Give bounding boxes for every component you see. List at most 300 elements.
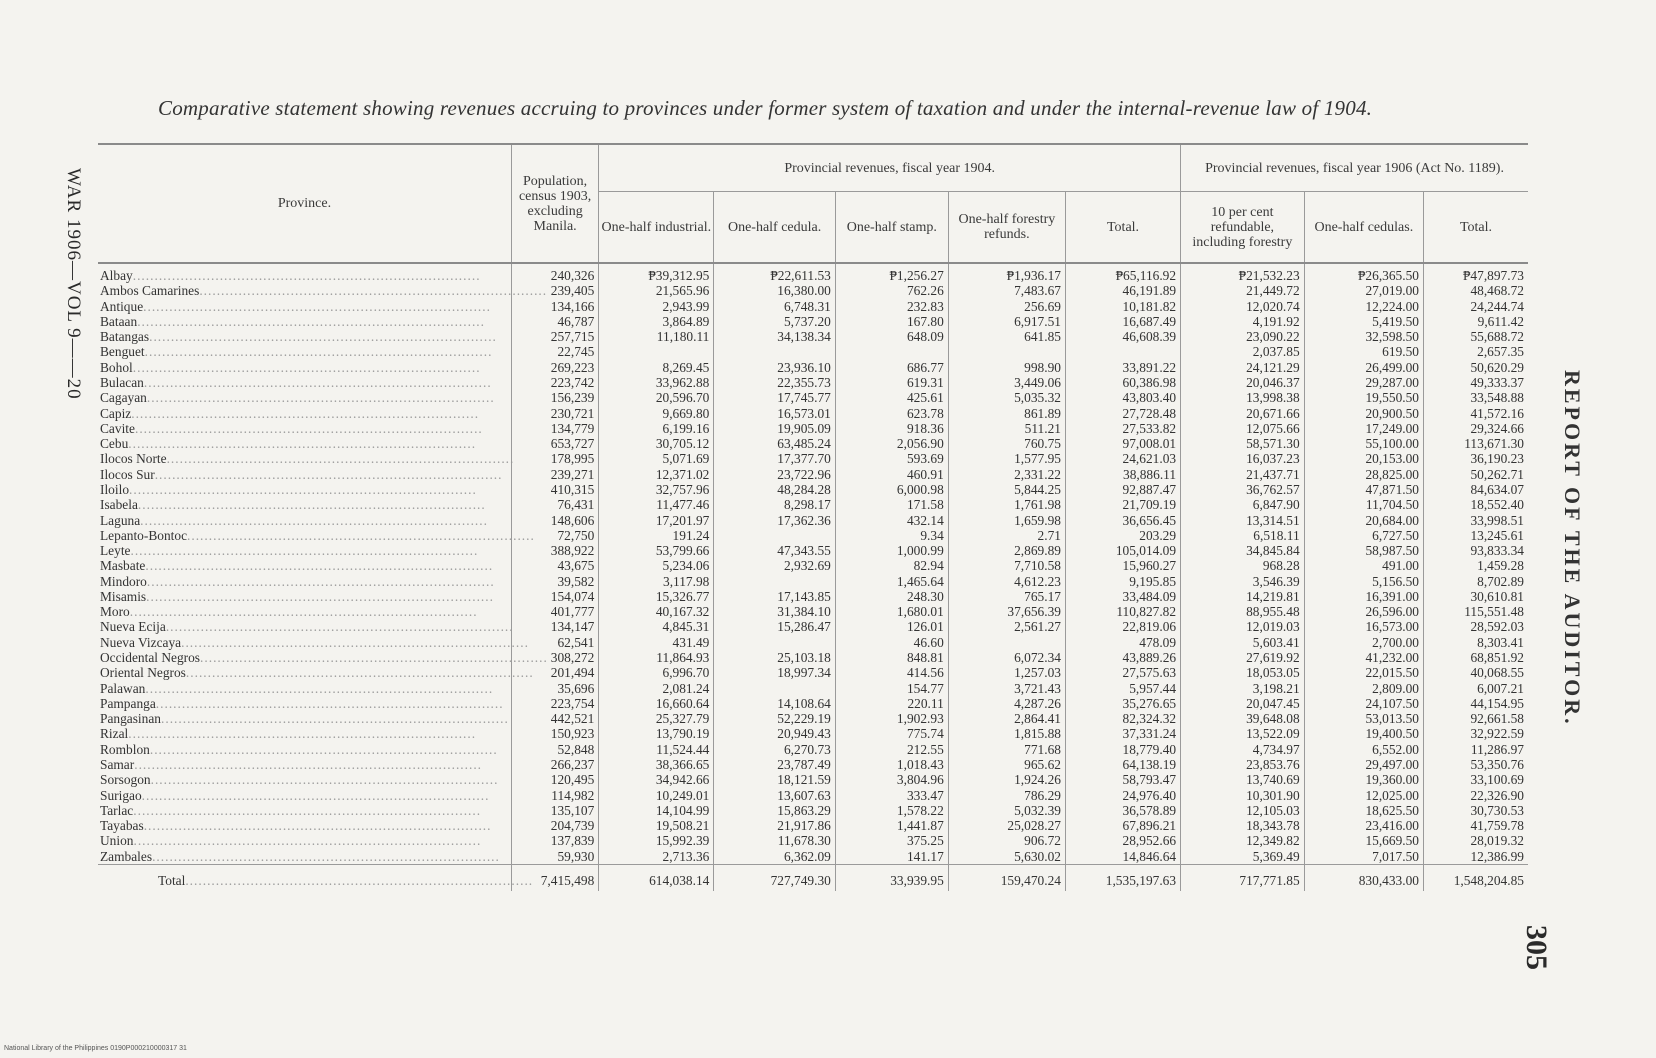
total-1906-cell: 32,922.59 [1424,726,1529,741]
cedula-cell: 34,138.34 [714,329,835,344]
stamp-cell: 212.55 [835,742,948,757]
table-row [98,772,1528,787]
total-forestry-cell: 159,470.24 [948,864,1065,891]
total-1906-cell: 84,634.07 [1424,482,1529,497]
total-1904-cell: 203.29 [1065,528,1180,543]
province-cell [98,818,511,833]
total-1906-cell: 24,244.74 [1424,299,1529,314]
dot-leader: ................................................................................ [150,772,499,788]
industrial-cell: 11,524.44 [599,742,714,757]
population-cell: 72,750 [511,528,598,543]
table-row [98,482,1528,497]
cedula-cell: 6,748.31 [714,299,835,314]
total-1904-cell: 5,957.44 [1065,681,1180,696]
table-row [98,574,1528,589]
forestry-cell: 6,072.34 [948,650,1065,665]
total-1904-cell: 36,578.89 [1065,803,1180,818]
total-1904-cell: 43,889.26 [1065,650,1180,665]
cedulas-1906-cell: 29,497.00 [1304,757,1423,772]
province-cell [98,833,511,848]
province-name: Rizal [100,726,129,742]
industrial-cell: 32,757.96 [599,482,714,497]
cedula-cell: 21,917.86 [714,818,835,833]
total-1904-cell: ₱65,116.92 [1065,263,1180,283]
forestry-cell: 2,331.22 [948,467,1065,482]
province-name: Misamis [100,588,147,604]
industrial-cell: 30,705.12 [599,436,714,451]
province-name: Masbate [100,558,146,574]
industrial-cell: 25,327.79 [599,711,714,726]
cedula-cell: 52,229.19 [714,711,835,726]
industrial-cell: 11,477.46 [599,497,714,512]
province-name: Cavite [100,420,135,436]
total-1904-cell: 43,803.40 [1065,390,1180,405]
forestry-cell: 5,035.32 [948,390,1065,405]
province-cell [98,788,511,803]
province-name: Oriental Negros [100,665,186,681]
dot-leader: ................................................................................ [146,588,494,604]
cedula-cell: 15,286.47 [714,619,835,634]
total-1904-cell: 46,608.39 [1065,329,1180,344]
cedulas-1906-cell: 28,825.00 [1304,467,1423,482]
refundable-cell: 2,037.85 [1181,344,1305,359]
table-row [98,329,1528,344]
dot-leader: ................................................................................ [130,543,479,559]
stamp-cell: 9.34 [835,528,948,543]
cedulas-1906-cell: ₱26,365.50 [1304,263,1423,283]
stamp-cell: 1,000.99 [835,543,948,558]
total-1904-cell: 110,827.82 [1065,604,1180,619]
forestry-cell: 4,287.26 [948,696,1065,711]
province-name: Palawan [100,680,146,696]
refundable-cell: 4,191.92 [1181,314,1305,329]
refundable-cell: 12,349.82 [1181,833,1305,848]
cedulas-1906-cell: 23,416.00 [1304,818,1423,833]
total-1906-cell: 1,459.28 [1424,558,1529,573]
industrial-cell: 11,180.11 [599,329,714,344]
total-1904-cell: 478.09 [1065,635,1180,650]
population-cell: 308,272 [511,650,598,665]
province-cell [98,696,511,711]
population-cell: 156,239 [511,390,598,405]
population-cell: 266,237 [511,757,598,772]
industrial-cell: 17,201.97 [599,513,714,528]
population-cell: 134,147 [511,619,598,634]
cedulas-1906-cell: 19,550.50 [1304,390,1423,405]
table-row [98,742,1528,757]
table-row [98,528,1528,543]
col-total-1906: Total. [1424,192,1529,264]
province-name: Albay [100,268,133,283]
forestry-cell: 1,659.98 [948,513,1065,528]
table-row [98,558,1528,573]
cedula-cell: 15,863.29 [714,803,835,818]
forestry-cell: 861.89 [948,406,1065,421]
province-cell [98,421,511,436]
total-1906-cell: 6,007.21 [1424,681,1529,696]
cedulas-1906-cell: 6,727.50 [1304,528,1423,543]
province-name: Laguna [100,512,141,528]
province-cell [98,375,511,390]
stamp-cell: 141.17 [835,849,948,865]
cedulas-1906-cell: 19,400.50 [1304,726,1423,741]
refundable-cell: 4,734.97 [1181,742,1305,757]
industrial-cell: 33,962.88 [599,375,714,390]
province-cell [98,650,548,666]
province-cell [98,619,514,635]
province-cell [98,543,511,558]
table-row [98,497,1528,512]
population-cell: 46,787 [511,314,598,329]
total-1906-cell: 28,592.03 [1424,619,1529,634]
forestry-cell: 760.75 [948,436,1065,451]
cedulas-1906-cell: 12,224.00 [1304,299,1423,314]
total-1906-cell: 36,190.23 [1424,451,1529,466]
refundable-cell: 12,020.74 [1181,299,1305,314]
total-1904-cell: 37,331.24 [1065,726,1180,741]
cedulas-1906-cell: 5,419.50 [1304,314,1423,329]
cedulas-1906-cell: 24,107.50 [1304,696,1423,711]
table-row [98,451,1528,466]
population-cell: 43,675 [511,558,598,573]
cedulas-1906-cell: 18,625.50 [1304,803,1423,818]
dot-leader: ................................................................................ [149,329,497,345]
forestry-cell: 1,815.88 [948,726,1065,741]
refundable-cell: 14,219.81 [1181,589,1305,604]
dot-leader: ................................................................................ [143,374,492,390]
table-row [98,390,1528,405]
population-cell: 401,777 [511,604,598,619]
stamp-cell: 775.74 [835,726,948,741]
refundable-cell: 16,037.23 [1181,451,1305,466]
dot-leader: ................................................................................ [128,726,477,742]
province-cell [98,558,511,573]
total-1906-cell: 22,326.90 [1424,788,1529,803]
province-cell [98,360,511,375]
stamp-cell: 432.14 [835,513,948,528]
province-name: Pangasinan [100,711,161,727]
cedula-cell: 48,284.28 [714,482,835,497]
table-row [98,849,1528,865]
table-row [98,818,1528,833]
forestry-cell: 765.17 [948,589,1065,604]
refundable-cell: 21,437.71 [1181,467,1305,482]
industrial-cell: 5,071.69 [599,451,714,466]
cedulas-1906-cell: 20,684.00 [1304,513,1423,528]
dot-leader: ................................................................................ [152,848,500,864]
province-cell [98,665,534,681]
dot-leader: ................................................................................ [131,405,480,421]
forestry-cell: 2,869.89 [948,543,1065,558]
population-cell: 62,541 [511,635,598,650]
table-row [98,696,1528,711]
stamp-cell: 167.80 [835,314,948,329]
total-1906-cell: 41,759.78 [1424,818,1529,833]
dot-leader: ................................................................................ [133,833,482,849]
population-cell: 442,521 [511,711,598,726]
province-name: Bohol [100,359,133,375]
dot-leader: ................................................................................ [146,573,495,589]
population-cell: 240,326 [511,263,598,283]
cedula-cell: ₱22,611.53 [714,263,835,283]
stamp-cell: 126.01 [835,619,948,634]
province-name: Sorsogon [100,772,151,788]
forestry-cell: 511.21 [948,421,1065,436]
refundable-cell: 12,105.03 [1181,803,1305,818]
stamp-cell: 6,000.98 [835,482,948,497]
industrial-cell: 2,713.36 [599,849,714,865]
province-cell [98,574,511,589]
stamp-cell: 648.09 [835,329,948,344]
total-1904-cell: 92,887.47 [1065,482,1180,497]
province-name: Iloilo [100,481,130,497]
stamp-cell: 46.60 [835,635,948,650]
industrial-cell: 34,942.66 [599,772,714,787]
province-cell [98,436,511,451]
cedula-cell [714,635,835,650]
population-cell: 35,696 [511,681,598,696]
table-row [98,436,1528,451]
province-cell [98,849,511,865]
forestry-cell: 5,630.02 [948,849,1065,865]
refundable-cell: 3,546.39 [1181,574,1305,589]
population-cell: 154,074 [511,589,598,604]
cedulas-1906-cell: 5,156.50 [1304,574,1423,589]
industrial-cell: ₱39,312.95 [599,263,714,283]
population-cell: 135,107 [511,803,598,818]
cedulas-1906-cell: 17,249.00 [1304,421,1423,436]
col-stamp: One-half stamp. [835,192,948,264]
table-row [98,513,1528,528]
forestry-cell: 1,924.26 [948,772,1065,787]
cedula-cell: 23,787.49 [714,757,835,772]
province-name: Leyte [100,543,131,559]
province-cell [98,283,548,299]
province-name: Pampanga [100,695,156,711]
total-population-cell: 7,415,498 [511,864,598,891]
population-cell: 204,739 [511,818,598,833]
industrial-cell: 12,371.02 [599,467,714,482]
cedula-cell: 18,121.59 [714,772,835,787]
table-row [98,406,1528,421]
table-row [98,650,1528,665]
stamp-cell: 918.36 [835,421,948,436]
stamp-cell: 2,056.90 [835,436,948,451]
refundable-cell: 13,314.51 [1181,513,1305,528]
total-1904-cell: 14,846.64 [1065,849,1180,865]
stamp-cell: 623.78 [835,406,948,421]
total-1906-cell: 33,100.69 [1424,772,1529,787]
stamp-cell: 1,578.22 [835,803,948,818]
volume-label: WAR 1906—VOL 9——20 [63,168,84,400]
table-row [98,757,1528,772]
total-1906-cell: 115,551.48 [1424,604,1529,619]
province-name: Tarlac [100,802,134,818]
total-1904-cell: 38,886.11 [1065,467,1180,482]
total-1904-cell: 36,656.45 [1065,513,1180,528]
cedula-cell: 13,607.63 [714,788,835,803]
stamp-cell: 3,804.96 [835,772,948,787]
dot-leader: ................................................................................ [137,313,485,329]
province-cell [98,467,511,482]
population-cell: 201,494 [511,665,598,680]
refundable-cell: 36,762.57 [1181,482,1305,497]
total-refundable-cell: 717,771.85 [1181,864,1305,891]
total-cedula-cell: 727,749.30 [714,864,835,891]
industrial-cell: 431.49 [599,635,714,650]
refundable-cell: 6,847.90 [1181,497,1305,512]
dot-leader: ................................................................................ [145,680,494,696]
table-header [98,144,1528,263]
population-cell: 52,848 [511,742,598,757]
stamp-cell: ₱1,256.27 [835,263,948,283]
total-1906-cell: 30,730.53 [1424,803,1529,818]
population-cell: 223,754 [511,696,598,711]
table-row [98,375,1528,390]
table-row [98,299,1528,314]
forestry-cell: 998.90 [948,360,1065,375]
page-number: 305 [1520,925,1553,970]
population-cell: 239,271 [511,467,598,482]
industrial-cell: 15,992.39 [599,833,714,848]
cedula-cell [714,574,835,589]
col-industrial: One-half industrial. [599,192,714,264]
province-name: Antique [100,298,144,314]
refundable-cell: ₱21,532.23 [1181,263,1305,283]
dot-leader: ................................................................................ [166,451,515,467]
total-1906-cell: 33,548.88 [1424,390,1529,405]
province-cell [98,406,511,421]
total-1904-cell: 16,687.49 [1065,314,1180,329]
cedulas-1906-cell: 7,017.50 [1304,849,1423,865]
cedula-cell: 17,362.36 [714,513,835,528]
dot-leader: ................................................................................ [134,757,483,772]
total-1904-cell: 24,976.40 [1065,788,1180,803]
industrial-cell: 3,117.98 [599,574,714,589]
cedulas-1906-cell: 20,153.00 [1304,451,1423,466]
forestry-cell: 5,844.25 [948,482,1065,497]
stamp-cell: 425.61 [835,390,948,405]
dot-leader: ................................................................................ [165,619,514,635]
refundable-cell: 12,075.66 [1181,421,1305,436]
refundable-cell: 6,518.11 [1181,528,1305,543]
dot-leader: ................................................................................ [181,634,529,650]
province-name: Surigao [100,787,142,803]
forestry-cell: 25,028.27 [948,818,1065,833]
refundable-cell: 20,047.45 [1181,696,1305,711]
dot-leader: ................................................................................ [140,512,488,528]
total-1906-cell: 93,833.34 [1424,543,1529,558]
stamp-cell: 333.47 [835,788,948,803]
stamp-cell: 1,441.87 [835,818,948,833]
cedulas-1906-cell: 27,019.00 [1304,283,1423,298]
cedulas-1906-cell: 491.00 [1304,558,1423,573]
refundable-cell: 34,845.84 [1181,543,1305,558]
table-row [98,726,1528,741]
running-header-left [58,168,88,438]
stamp-cell: 82.94 [835,558,948,573]
total-1906-cell: 2,657.35 [1424,344,1529,359]
dot-leader: ................................................................................ [155,695,504,711]
population-cell: 410,315 [511,482,598,497]
total-1906-cell: 18,552.40 [1424,497,1529,512]
population-cell: 39,582 [511,574,598,589]
cedula-cell [714,681,835,696]
industrial-cell: 4,845.31 [599,619,714,634]
total-1904-cell: 58,793.47 [1065,772,1180,787]
cedulas-1906-cell: 20,900.50 [1304,406,1423,421]
forestry-cell: 1,577.95 [948,451,1065,466]
province-name: Cagayan [100,390,147,406]
refundable-cell: 10,301.90 [1181,788,1305,803]
refundable-cell: 12,019.03 [1181,619,1305,634]
stamp-cell: 1,018.43 [835,757,948,772]
refundable-cell: 58,571.30 [1181,436,1305,451]
total-1906-cell: 8,303.41 [1424,635,1529,650]
refundable-cell: 18,053.05 [1181,665,1305,680]
forestry-cell: 3,721.43 [948,681,1065,696]
cedulas-1906-cell: 26,499.00 [1304,360,1423,375]
total-total-1906-cell: 1,548,204.85 [1424,864,1529,891]
population-cell: 76,431 [511,497,598,512]
table-row [98,421,1528,436]
col-population: Population, census 1903, excluding Manila. [511,144,598,263]
industrial-cell: 20,596.70 [599,390,714,405]
forestry-cell: 1,257.03 [948,665,1065,680]
total-1906-cell: 13,245.61 [1424,528,1529,543]
province-name: Occidental Negros [100,650,201,666]
total-1904-cell: 15,960.27 [1065,558,1180,573]
col-forestry: One-half forestry refunds. [948,192,1065,264]
cedulas-1906-cell: 619.50 [1304,344,1423,359]
cedula-cell: 16,380.00 [714,283,835,298]
cedula-cell [714,344,835,359]
total-province-cell [98,864,534,891]
province-name: Mindoro [100,573,147,589]
dot-leader: ................................................................................ [133,802,482,818]
cedulas-1906-cell: 55,100.00 [1304,436,1423,451]
province-cell [98,513,511,528]
forestry-cell: 256.69 [948,299,1065,314]
province-cell [98,299,511,314]
cedula-cell: 17,143.85 [714,589,835,604]
province-cell [98,742,511,757]
table-row [98,833,1528,848]
province-name: Moro [100,604,130,620]
province-name: Ambos Camarines [100,283,200,299]
refundable-cell: 88,955.48 [1181,604,1305,619]
population-cell: 150,923 [511,726,598,741]
dot-leader: ................................................................................ [128,436,477,452]
industrial-cell: 13,790.19 [599,726,714,741]
refundable-cell: 23,090.22 [1181,329,1305,344]
province-name: Nueva Ecija [100,619,166,635]
refundable-cell: 21,449.72 [1181,283,1305,298]
cedula-cell: 22,355.73 [714,375,835,390]
total-1906-cell: 92,661.58 [1424,711,1529,726]
total-1906-cell: 40,068.55 [1424,665,1529,680]
footer-credit: National Library of the Philippines 0190P000210000317 31 [4,1045,187,1052]
table-row [98,619,1528,634]
total-1906-cell: 50,262.71 [1424,467,1529,482]
total-1906-cell: 28,019.32 [1424,833,1529,848]
table-row [98,543,1528,558]
province-cell [98,329,511,344]
total-stamp-cell: 33,939.95 [835,864,948,891]
table-row [98,803,1528,818]
refundable-cell: 5,603.41 [1181,635,1305,650]
cedula-cell: 14,108.64 [714,696,835,711]
